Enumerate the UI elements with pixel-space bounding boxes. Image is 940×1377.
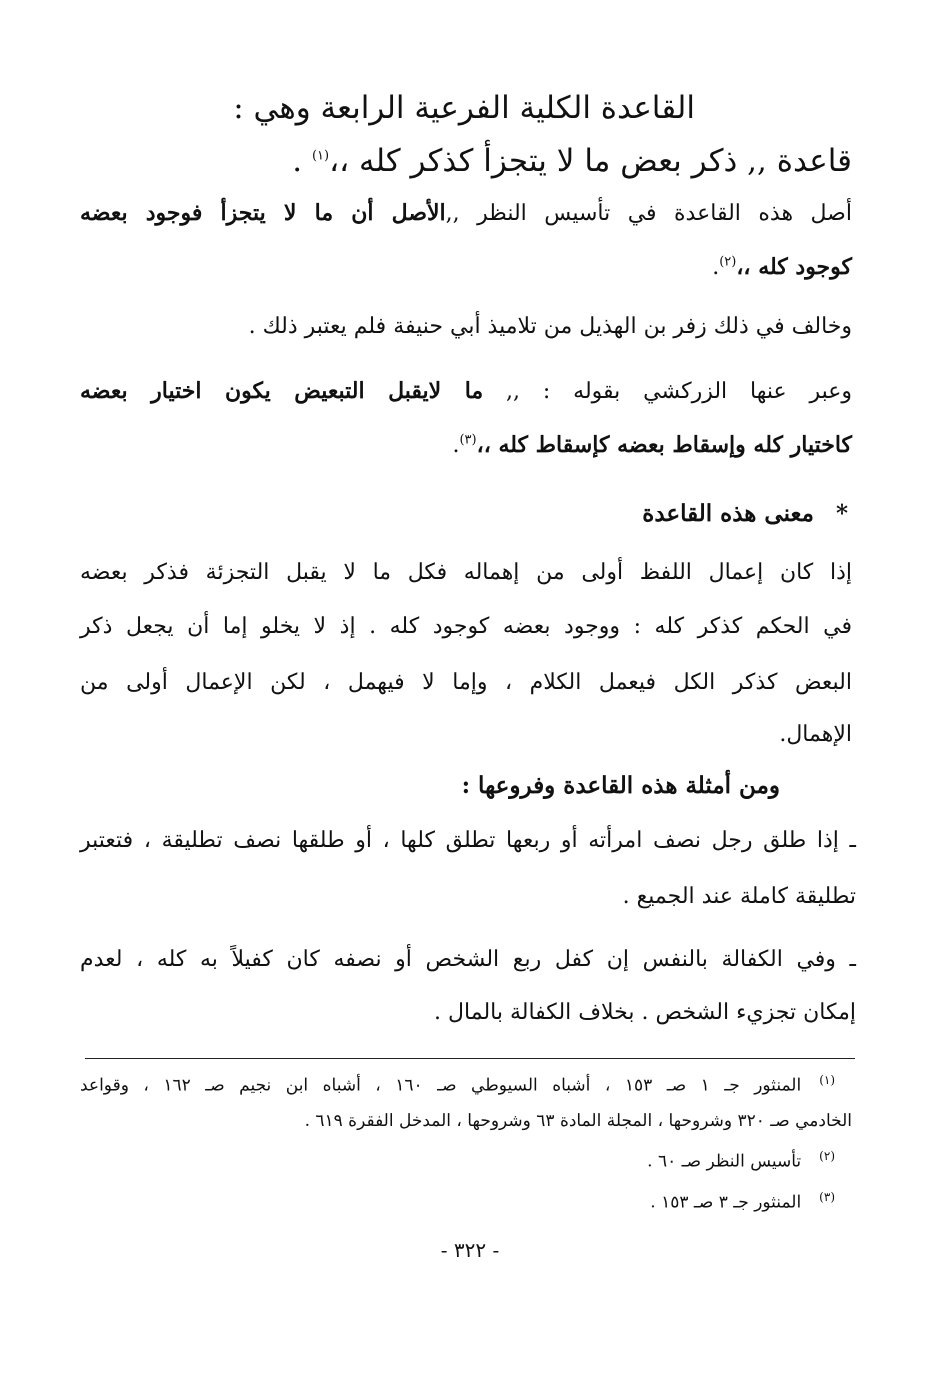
footnote-mark-1: (١) bbox=[819, 1073, 836, 1087]
footnote-1-line-2: الخادمي صـ ٣٢٠ وشروحها ، المجلة المادة ٦٣ وشروحها ، المدخل الفقرة ٦١٩ . bbox=[304, 1111, 852, 1131]
dissent-paragraph: وخالف في ذلك زفر بن الهذيل من تلاميذ أبي حنيفة فلم يعتبر ذلك . bbox=[248, 314, 852, 339]
footnote-mark-3: (٣) bbox=[819, 1190, 835, 1204]
meaning-line: في الحكم كذكر كله : ووجود بعضه كوجود كله . إذ لا يخلو إما أن يجعل ذكر bbox=[80, 614, 852, 639]
zarkashi-paragraph-line-2: كاختيار كله وإسقاط بعضه كإسقاط كله ،،$^{(٣)}$. bbox=[452, 432, 852, 458]
example-2-line: ـ وفي الكفالة بالنفس إن كفل ربع الشخص أو نصفه كان كفيلاً به كله ، لعدم bbox=[80, 947, 856, 972]
footnote-3: $^{(٣)}$المنثور جـ ٣ صـ ١٥٣ . bbox=[650, 1190, 835, 1213]
page-number: - ٣٢٢ - bbox=[440, 1238, 500, 1262]
meaning-heading: *معنى هذه القاعدة bbox=[642, 500, 848, 527]
footnote-mark-2: (٢) bbox=[819, 1149, 835, 1163]
footnote-ref-1: (١) bbox=[311, 148, 330, 164]
meaning-line: إذا كان إعمال اللفظ أولى من إهماله فكل ما لا يقبل التجزئة فذكر بعضه bbox=[80, 560, 852, 585]
footnote-divider bbox=[85, 1058, 855, 1059]
examples-heading: ومن أمثلة هذه القاعدة وفروعها : bbox=[461, 772, 780, 799]
origin-paragraph-line-2: كوجود كله ،،$^{(٢)}$. bbox=[712, 254, 852, 280]
meaning-line: الإهمال. bbox=[779, 722, 852, 747]
footnote-2: $^{(٢)}$تأسيس النظر صـ ٦٠ . bbox=[647, 1149, 835, 1172]
meaning-line: البعض كذكر الكل فيعمل الكلام ، وإما لا فيهمل ، لكن الإعمال أولى من bbox=[80, 670, 852, 695]
footnote-1-line-1: $^{(١)}$المنثور جـ ١ صـ ١٥٣ ، أشباه السيوطي صـ ١٦٠ ، أشباه ابن نجيم صـ ١٦٢ ، وقواعد bbox=[80, 1073, 836, 1096]
rule-statement: قاعدة ,, ذكر بعض ما لا يتجزأ كذكر كله ،،$^{(١)}$ . bbox=[292, 143, 852, 179]
example-2-line: إمكان تجزيء الشخص . بخلاف الكفالة بالمال . bbox=[434, 1000, 856, 1025]
origin-paragraph-line-1: أصل هذه القاعدة في تأسيس النظر ,,الأصل أن ما لا يتجزأ فوجود بعضه bbox=[80, 200, 852, 226]
origin-quote: الأصل أن ما لا يتجزأ فوجود بعضه bbox=[80, 200, 446, 226]
star-icon: * bbox=[835, 500, 848, 527]
footnote-ref-2: (٢) bbox=[719, 254, 737, 270]
footnote-ref-3: (٣) bbox=[459, 432, 477, 448]
example-1-line: ـ إذا طلق رجل نصف امرأته أو ربعها تطلق كلها ، أو طلقها نصف تطليقة ، فتعتبر bbox=[80, 828, 856, 853]
rule-title: القاعدة الكلية الفرعية الرابعة وهي : bbox=[233, 90, 695, 126]
example-1-line: تطليقة كاملة عند الجميع . bbox=[622, 884, 856, 909]
zarkashi-paragraph-line-1: وعبر عنها الزركشي بقوله : ,, ما لايقبل التبعيض يكون اختيار بعضه bbox=[80, 378, 852, 404]
zarkashi-quote: ما لايقبل التبعيض يكون اختيار بعضه bbox=[80, 378, 484, 404]
rule-statement-text: قاعدة ,, ذكر بعض ما لا يتجزأ كذكر كله ،، bbox=[329, 143, 852, 179]
